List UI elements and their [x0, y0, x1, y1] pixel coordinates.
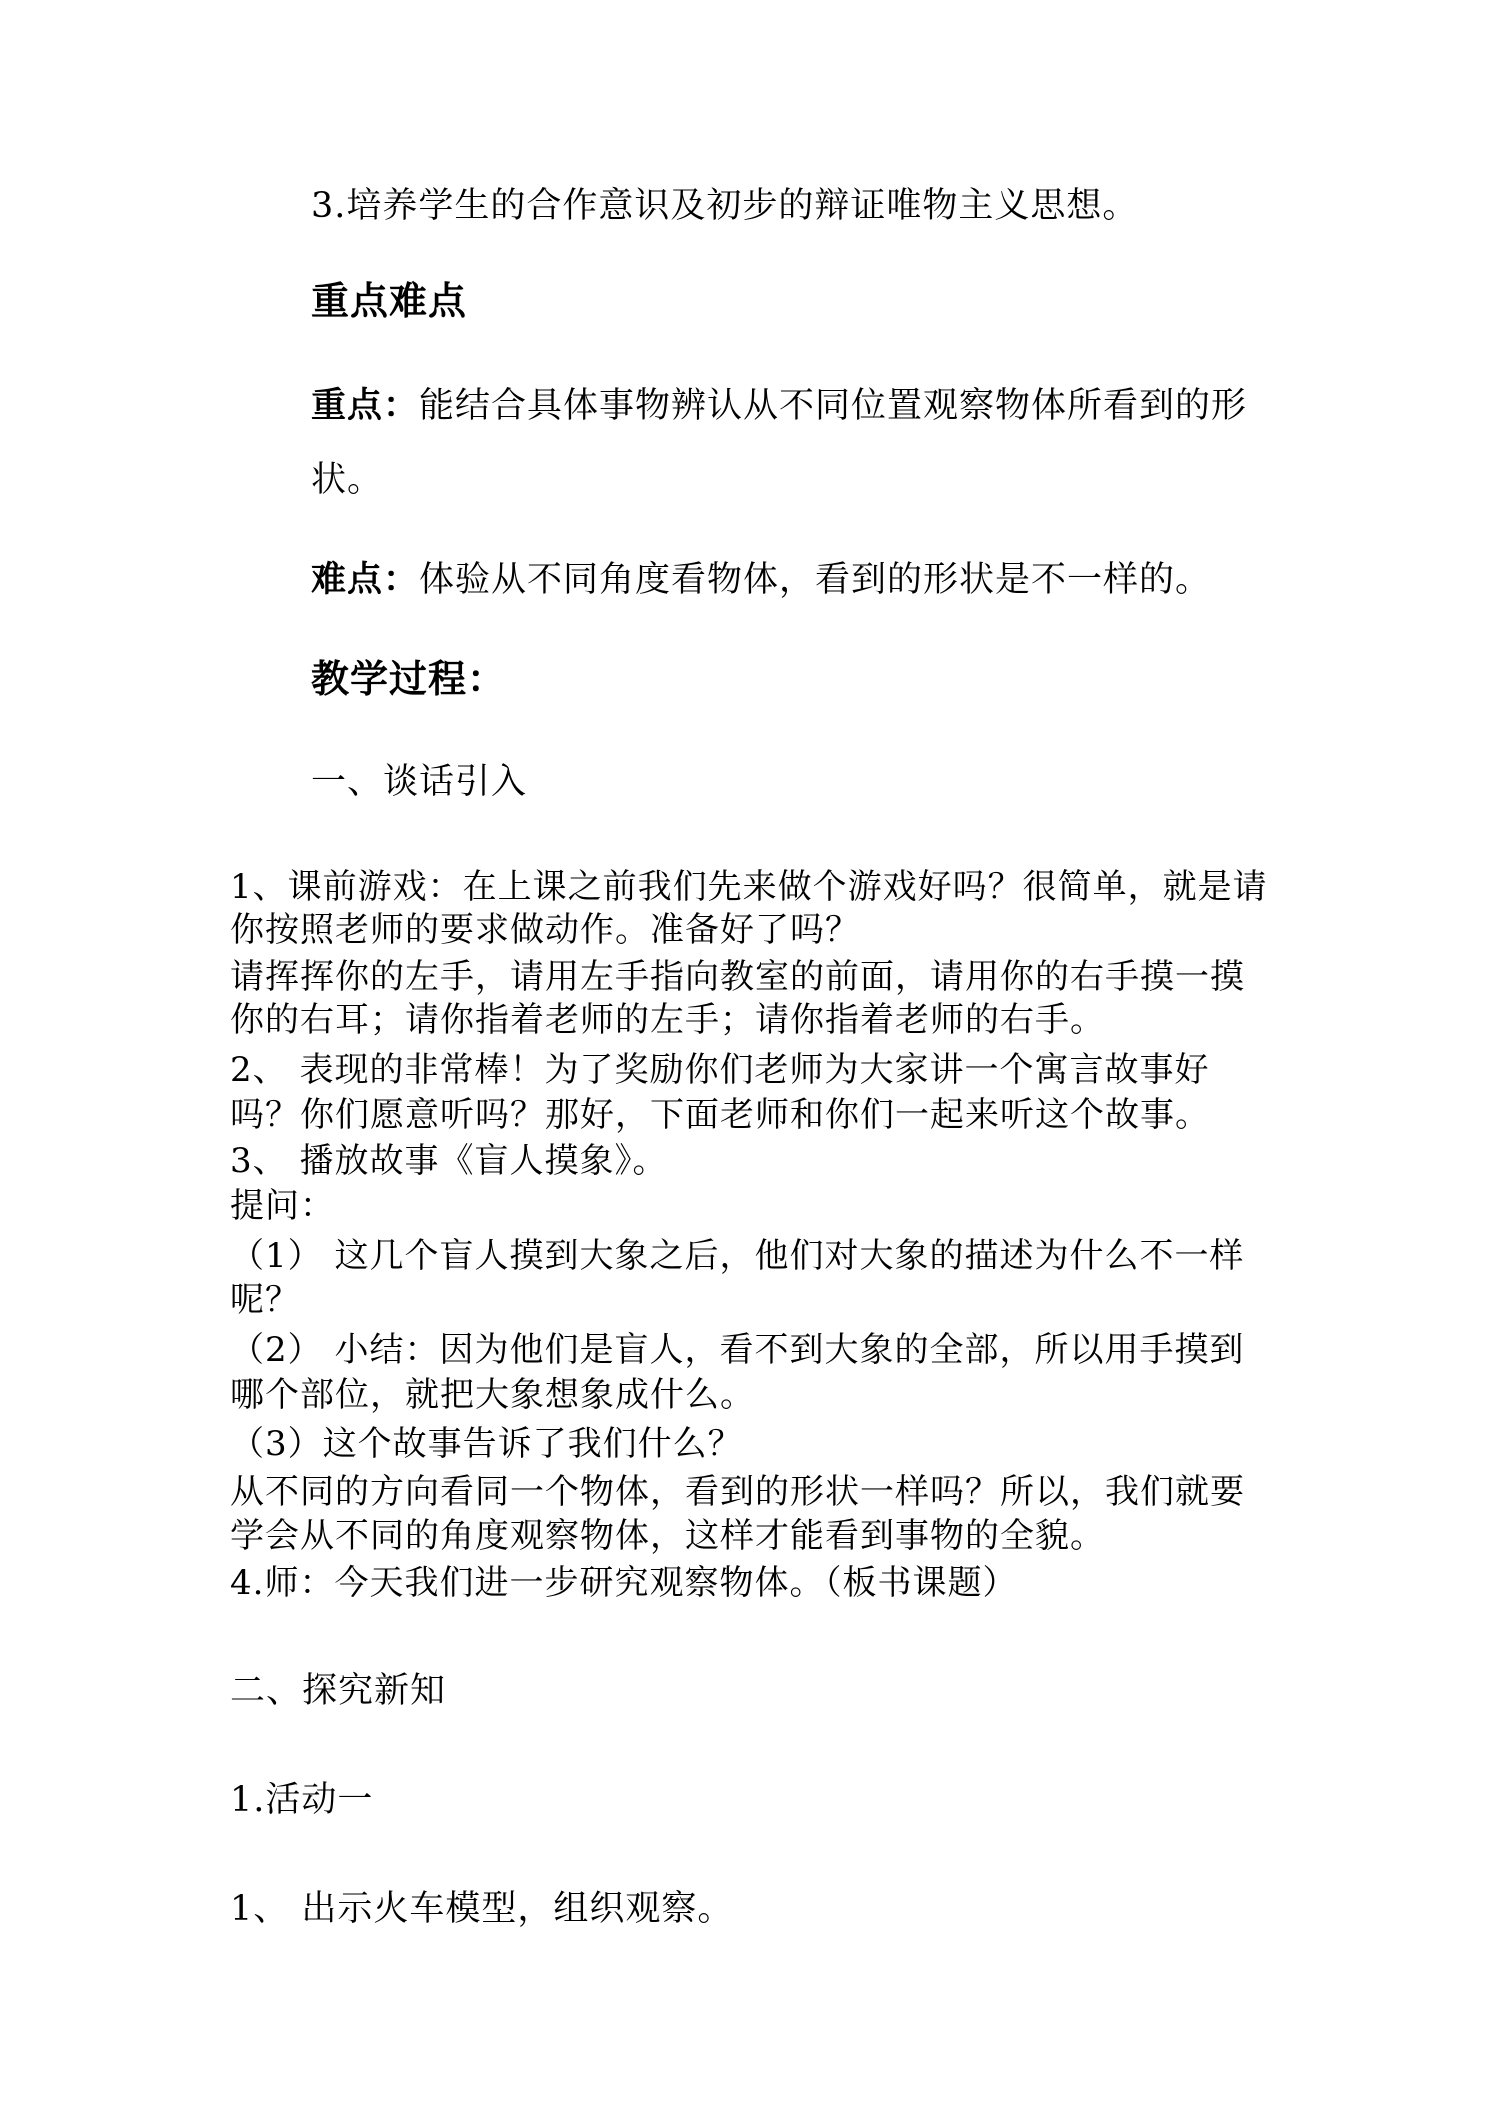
- section1-line: 3、 播放故事《盲人摸象》。: [230, 1141, 668, 1181]
- key-point-line-2: 状。: [311, 460, 384, 500]
- section2-title: 二、探究新知: [230, 1671, 447, 1711]
- process-heading: 教学过程：: [311, 657, 507, 701]
- difficult-point-text: 体验从不同角度看物体，看到的形状是不一样的。: [419, 560, 1212, 600]
- key-difficult-heading: 重点难点: [311, 279, 468, 323]
- section1-line: 请挥挥你的左手，请用左手指向教室的前面，请用你的右手摸一摸: [230, 957, 1245, 997]
- key-point-text: 能结合具体事物辨认从不同位置观察物体所看到的形: [419, 386, 1248, 426]
- section1-line: 呢？: [230, 1280, 300, 1320]
- section1-line: （3）这个故事告诉了我们什么？: [230, 1424, 743, 1464]
- section1-line: 你的右耳；请你指着老师的左手；请你指着老师的右手。: [230, 1000, 1105, 1040]
- section1-line: 从不同的方向看同一个物体，看到的形状一样吗？所以，我们就要: [230, 1472, 1245, 1512]
- section1-line: 4.师：今天我们进一步研究观察物体。（板书课题）: [230, 1563, 1018, 1603]
- section1-line: 你按照老师的要求做动作。准备好了吗？: [230, 910, 860, 950]
- section1-line: 提问：: [230, 1186, 335, 1226]
- activity1-title: 1.活动一: [230, 1780, 374, 1820]
- goal-3: 3.培养学生的合作意识及初步的辩证唯物主义思想。: [311, 186, 1139, 226]
- key-point-label: 重点：: [311, 386, 420, 426]
- section1-line: 哪个部位，就把大象想象成什么。: [230, 1375, 755, 1415]
- section1-line: 1、课前游戏：在上课之前我们先来做个游戏好吗？很简单，就是请: [230, 867, 1268, 907]
- difficult-point-line: [311, 560, 1211, 600]
- section1-line: （1） 这几个盲人摸到大象之后，他们对大象的描述为什么不一样: [230, 1236, 1245, 1276]
- difficult-point-label: 难点：: [311, 560, 420, 600]
- section1-line: （2） 小结：因为他们是盲人，看不到大象的全部，所以用手摸到: [230, 1330, 1245, 1370]
- activity1-step1: 1、 出示火车模型，组织观察。: [230, 1889, 734, 1929]
- section1-line: 吗？你们愿意听吗？那好，下面老师和你们一起来听这个故事。: [230, 1095, 1210, 1135]
- key-point-line-1: [311, 386, 1247, 426]
- section1-line: 学会从不同的角度观察物体，这样才能看到事物的全貌。: [230, 1516, 1105, 1556]
- section1-line: 2、 表现的非常棒！为了奖励你们老师为大家讲一个寓言故事好: [230, 1050, 1210, 1090]
- section1-title: 一、谈话引入: [311, 762, 528, 802]
